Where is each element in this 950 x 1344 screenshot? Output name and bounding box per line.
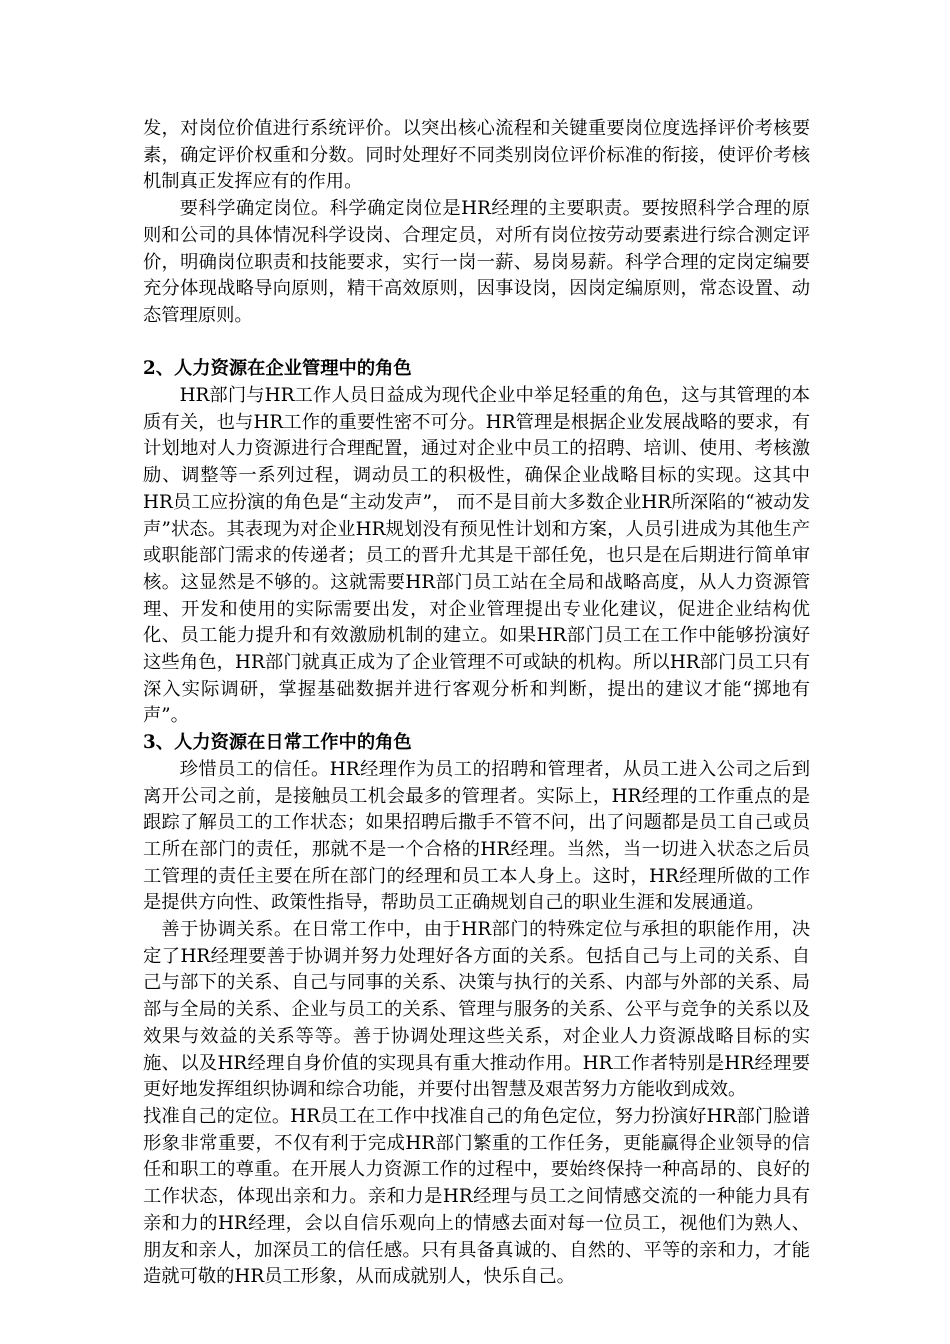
paragraph-evaluation: 发，对岗位价值进行系统评价。以突出核心流程和关键重要岗位度选择评价考核要素，确定评价权重和分数。同时处理好不同类别岗位评价标准的衔接，使评价考核机制真正发挥应有的作用。 (143, 118, 810, 193)
paragraph-define-positions: 要科学确定岗位。科学确定岗位是HR经理的主要职责。要按照科学合理的原则和公司的具体情况科学设岗、合理定员，对所有岗位按劳动要素进行综合测定评价，明确岗位职责和技能要求，实行一岗一薪、易岗易薪。科学合理的定岗定编要充分体现战略导向原则，精干高效原则，因事设岗，因岗定编原则，常态设置、动态管理原则。 (143, 198, 810, 326)
blank-line (143, 330, 810, 357)
section-heading-2: 2、人力资源在企业管理中的角色 (143, 358, 412, 380)
paragraph-hr-role-management: HR部门与HR工作人员日益成为现代企业中举足轻重的角色，这与其管理的本质有关，也与HR工作的重要性密不可分。HR管理是根据企业发展战略的要求，有计划地对人力资源进行合理配置，通过对企业中员工的招聘、培训、使用、考核激励、调整等一系列过程，调动员工的积极性，确保企业战略目标的实现。这其中HR员工应扮演的角色是“主动发声”， 而不是目前大多数企业HR所深陷的“被动发声”状态。其表现为对企业HR规划没有预见性计划和方案，人员引进成为其他生产或职能部门需求的传递者；员工的晋升尤其是干部任免，也只是在后期进行简单审核。这显然是不够的。这就需要HR部门员工站在全局和战略高度，从人力资源管理、开发和使用的实际需要出发，对企业管理提出专业化建议，促进企业结构优化、员工能力提升和有效激励机制的建立。如果HR部门员工在工作中能够扮演好这些角色，HR部门就真正成为了企业管理不可或缺的机构。所以HR部门员工只有深入实际调研，掌握基础数据并进行客观分析和判断，提出的建议才能“掷地有声”。 (143, 385, 810, 727)
paragraph-find-position: 找准自己的定位。HR员工在工作中找准自己的角色定位，努力扮演好HR部门脸谱形象非常重要，不仅有利于完成HR部门繁重的工作任务，更能赢得企业领导的信任和职工的尊重。在开展人力资源工作的过程中，要始终保持一种高昂的、良好的工作状态，体现出亲和力。亲和力是HR经理与员工之间情感交流的一种能力具有亲和力的HR经理，会以自信乐观向上的情感去面对每一位员工，视他们为熟人、朋友和亲人，加深员工的信任感。只有具备真诚的、自然的、平等的亲和力，才能造就可敬的HR员工形象，从而成就别人，快乐自己。 (143, 1106, 810, 1288)
section-heading-3: 3、人力资源在日常工作中的角色 (143, 732, 412, 754)
document-page (143, 116, 810, 1291)
paragraph-coordinate-relations: 善于协调关系。在日常工作中，由于HR部门的特殊定位与承担的职能作用，决定了HR经理要善于协调并努力处理好各方面的关系。包括自己与上司的关系、自己与部下的关系、自己与同事的关系、决策与执行的关系、内部与外部的关系、局部与全局的关系、企业与员工的关系、管理与服务的关系、公平与竞争的关系以及效果与效益的关系等等。善于协调处理这些关系，对企业人力资源战略目标的实施、以及HR经理自身价值的实现具有重大推动作用。HR工作者特别是HR经理要更好地发挥组织协调和综合功能，并要付出智慧及艰苦努力方能收到成效。 (143, 919, 810, 1101)
paragraph-cherish-trust: 珍惜员工的信任。HR经理作为员工的招聘和管理者，从员工进入公司之后到离开公司之前，是接触员工机会最多的管理者。实际上，HR经理的工作重点的是跟踪了解员工的工作状态；如果招聘后撒手不管不问，出了问题都是员工自己或员工所在部门的责任，那就不是一个合格的HR经理。当然，当一切进入状态之后员工管理的责任主要在所在部门的经理和员工本人身上。这时，HR经理所做的工作是提供方向性、政策性指导，帮助员工正确规划自己的职业生涯和发展通道。 (143, 758, 810, 914)
